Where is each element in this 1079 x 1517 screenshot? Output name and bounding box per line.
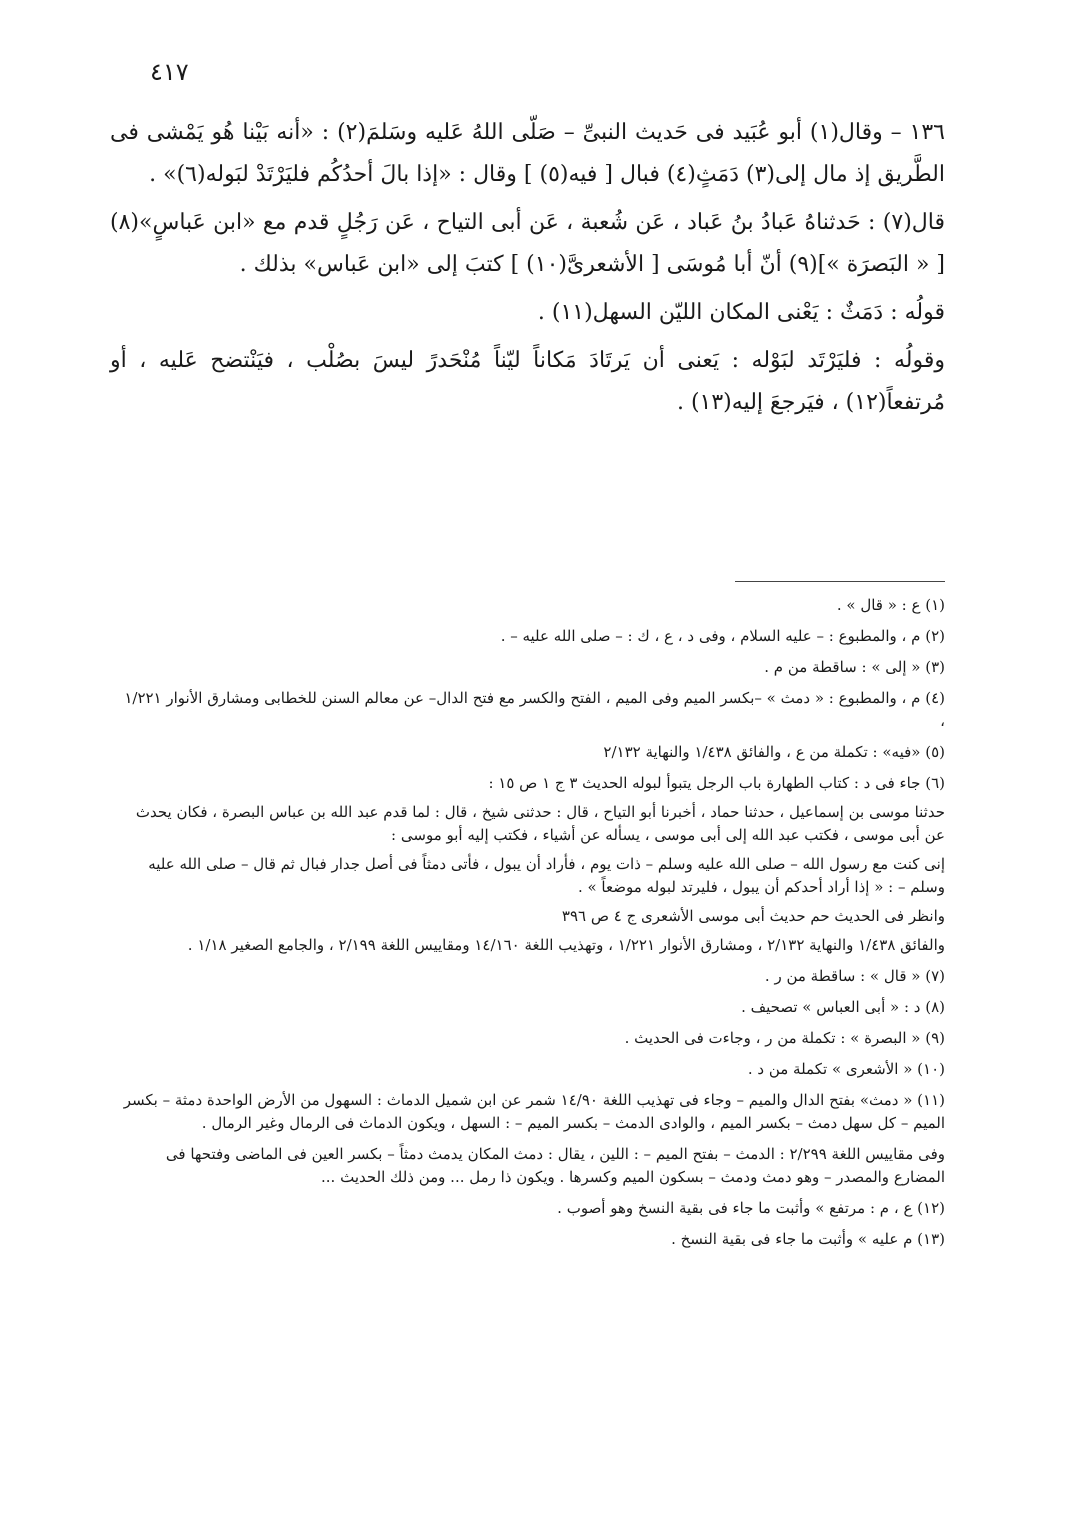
footnote-10: (١٠) « الأشعرى » تكملة من د . xyxy=(747,1060,945,1078)
footnote-11: (١١) « دمث» بفتح الدال والميم – وجاء فى تهذيب اللغة ١٤/٩٠ شمر عن ابن شميل الدماث : السهول من الأرض الواحدة دمثة – بكسر الميم – كل سهل دمث – بكسر الميم ، والوادى الدمث – بكسر الميم – : السهل ، ويكون الدماث فى الرمال وغير الرمال . xyxy=(123,1091,945,1132)
paragraph-hadith: ١٣٦ – وقال(١) أبو عُبَيد فى حَديث النبىِّ – صَلّى اللهُ عَليه وسَلمَ(٢) : «أنه بَيْنا هُو يَمْشى فى الطَّريق إذ مال إلى(٣) دَمَثٍ(٤) فبال [ فيه(٥) ] وقال : «إذا بالَ أحدُكُم فليَرْتَدْ لبَوله(٦)» . xyxy=(110,120,945,187)
footnote-6: (٦) جاء فى د : كتاب الطهارة باب الرجل يتبوأ لبوله الحديث ٣ ج ١ ص ١٥ : xyxy=(488,774,945,792)
footnote-8: (٨) د : « أبى العباس » تصحيف . xyxy=(741,998,945,1016)
footnote-5: (٥) «فيه» : تكملة من ع ، والفائق ١/٤٣٨ والنهاية ٢/١٣٢ xyxy=(603,743,945,761)
page-number: ٤١٧ xyxy=(150,58,189,86)
footnote-4: (٤) م ، والمطبوع : « دمث » –بكسر الميم وفى الميم ، الفتح والكسر مع فتح الدال– عن معالم السنن للخطابى ومشارق الأنوار ١/٢٢١ ، xyxy=(124,689,945,730)
footnote-13: (١٣) م عليه » وأثبت ما جاء فى بقية النسخ . xyxy=(671,1230,945,1248)
footnote-11-continued: وفى مقاييس اللغة ٢/٢٩٩ : الدمث – بفتح الميم – : اللين ، يقال : دمث المكان يدمث دمثاً – بكسر العين فى الماضى وفتحها فى المضارع والمصدر – وهو دمث ودمث – بسكون الميم وكسرها . ويكون ذا رمل ... ومن ذلك الحديث ... xyxy=(165,1145,945,1186)
footnote-6-text: حدثنا موسى بن إسماعيل ، حدثنا حماد ، أخبرنا أبو التياح ، قال : حدثنى شيخ ، قال : لما قدم عبد الله بن عباس البصرة ، فكان يحدث عن أبى موسى ، فكتب عبد الله إلى أبى موسى ، يسأله عن أشياء ، فكتب إليه أبو موسى : xyxy=(135,803,945,844)
footnote-6-text: إنى كنت مع رسول الله – صلى الله عليه وسلم – ذات يوم ، فأراد أن يبول ، فأتى دمثاً فى أصل جدار فبال ثم قال – صلى الله عليه وسلم – : « إذا أراد أحدكم أن يبول ، فليرتد لبوله موضعاً » . xyxy=(148,855,945,896)
paragraph-damath-gloss: قولُه : دَمَثٌ : يَعْنى المكان الليّن السهل(١١) . xyxy=(537,300,945,325)
footnotes xyxy=(115,594,945,1259)
footnote-9: (٩) « البصرة » : تكملة من ر ، وجاءت فى الحديث . xyxy=(624,1029,945,1047)
footnote-12: (١٢) ع ، م : مرتفع » وأثبت ما جاء فى بقية النسخ وهو أصوب . xyxy=(557,1199,945,1217)
footnote-2: (٢) م ، والمطبوع : – عليه السلام ، وفى د ، ع ، ك : – صلى الله عليه – . xyxy=(500,627,945,645)
footnote-divider xyxy=(735,581,945,582)
footnote-3: (٣) « إلى » : ساقطة من م . xyxy=(764,658,945,676)
paragraph-yartad-gloss: وقولُه : فليَرْتَد لبَوْله : يَعنى أن يَرتَادَ مَكاناً ليّناً مُنْحَدرً ليسَ بصُلْب ، فيَنْتضح عَليه ، أو مُرتفعاً(١٢) ، فيَرجعَ إليه(١٣) . xyxy=(110,348,945,415)
footnote-7: (٧) « قال » : ساقطة من ر . xyxy=(764,967,945,985)
footnote-6-reference: والفائق ١/٤٣٨ والنهاية ٢/١٣٢ ، ومشارق الأنوار ١/٢٢١ ، وتهذيب اللغة ١٤/١٦٠ ومقاييس اللغة ٢/١٩٩ ، والجامع الصغير ١/١٨ . xyxy=(187,936,945,954)
main-text xyxy=(110,112,945,430)
paragraph-isnad: قال(٧) : حَدثناهُ عَبادُ بنُ عَباد ، عَن شُعبة ، عَن أبى التياح ، عَن رَجُلٍ قدم مع «ابن عَباسٍ»(٨) [ « البَصرَة »](٩) أنّ أبا مُوسَى [ الأشعرىَّ(١٠) ] كتبَ إلى «ابن عَباس» بذلك . xyxy=(110,210,945,277)
footnote-6-reference: وانظر فى الحديث حم حديث أبى موسى الأشعرى ج ٤ ص ٣٩٦ xyxy=(561,907,945,925)
footnote-1: (١) ع : « قال » . xyxy=(836,596,945,614)
